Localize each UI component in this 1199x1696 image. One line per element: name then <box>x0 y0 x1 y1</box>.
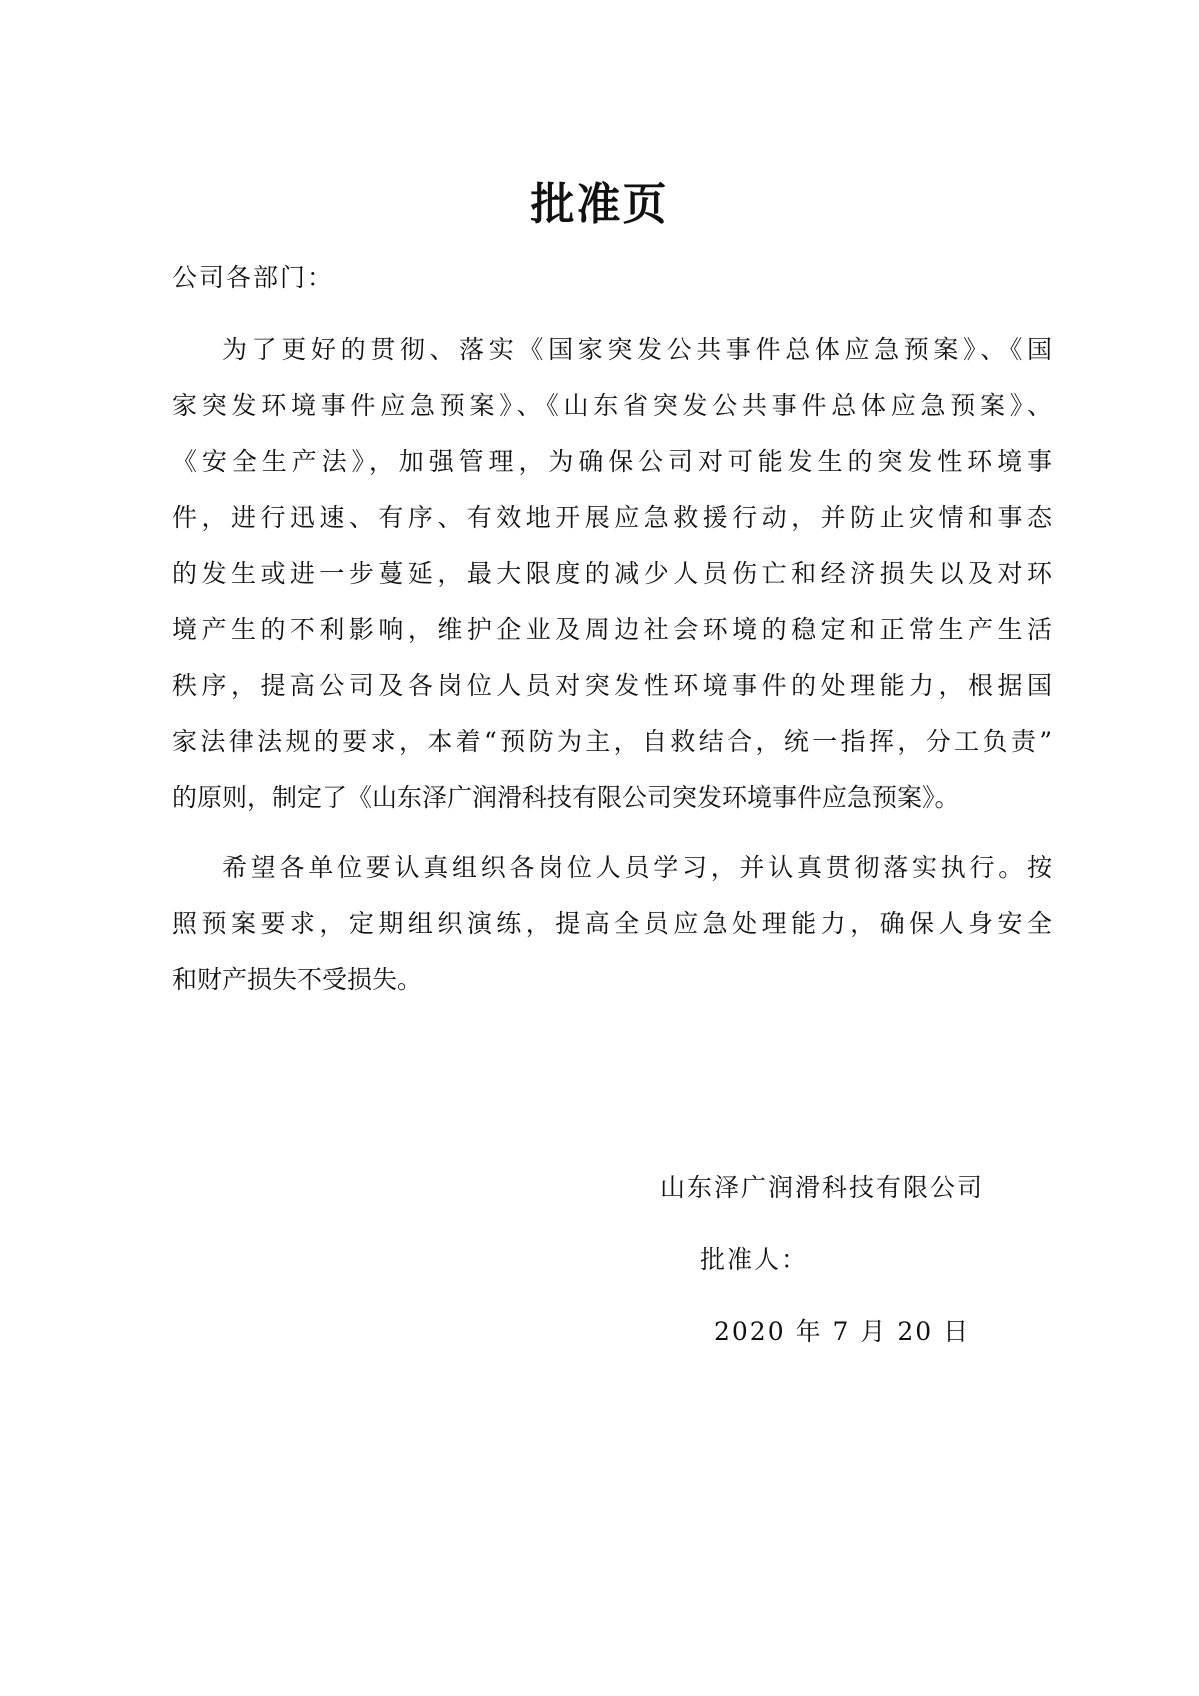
page-title: 批准页 <box>530 179 669 230</box>
paragraph-line: 秩序，提高公司及各岗位人员对突发性环境事件的处理能力，根据国 <box>172 671 1052 700</box>
paragraph-line: 家法律法规的要求，本着“预防为主，自救结合，统一指挥，分工负责” <box>172 727 1052 756</box>
paragraph-line: 希望各单位要认真组织各岗位人员学习，并认真贯彻落实执行。按 <box>222 853 1052 882</box>
paragraph-line: 件，进行迅速、有序、有效地开展应急救援行动，并防止灾情和事态 <box>172 503 1052 532</box>
paragraph-line: 照预案要求，定期组织演练，提高全员应急处理能力，确保人身安全 <box>172 909 1052 938</box>
signature-company: 山东泽广润滑科技有限公司 <box>660 1173 985 1202</box>
paragraph-line: 境产生的不利影响，维护企业及周边社会环境的稳定和正常生产生活 <box>172 615 1052 644</box>
paragraph-line: 和财产损失不受损失。 <box>172 965 423 994</box>
signature-date: 2020 年 7 月 20 日 <box>714 1317 971 1346</box>
paragraph-line: 为了更好的贯彻、落实《国家突发公共事件总体应急预案》、《国 <box>222 335 1052 364</box>
salutation: 公司各部门： <box>172 263 335 292</box>
paragraph-line: 的原则，制定了《山东泽广润滑科技有限公司突发环境事件应急预案》。 <box>172 783 960 812</box>
paragraph-line: 的发生或进一步蔓延，最大限度的减少人员伤亡和经济损失以及对环 <box>172 559 1052 588</box>
signature-approver: 批准人： <box>700 1245 809 1274</box>
paragraph-line: 《安全生产法》，加强管理，为确保公司对可能发生的突发性环境事 <box>172 447 1052 476</box>
paragraph-line: 家突发环境事件应急预案》、《山东省突发公共事件总体应急预案》、 <box>172 391 1052 420</box>
